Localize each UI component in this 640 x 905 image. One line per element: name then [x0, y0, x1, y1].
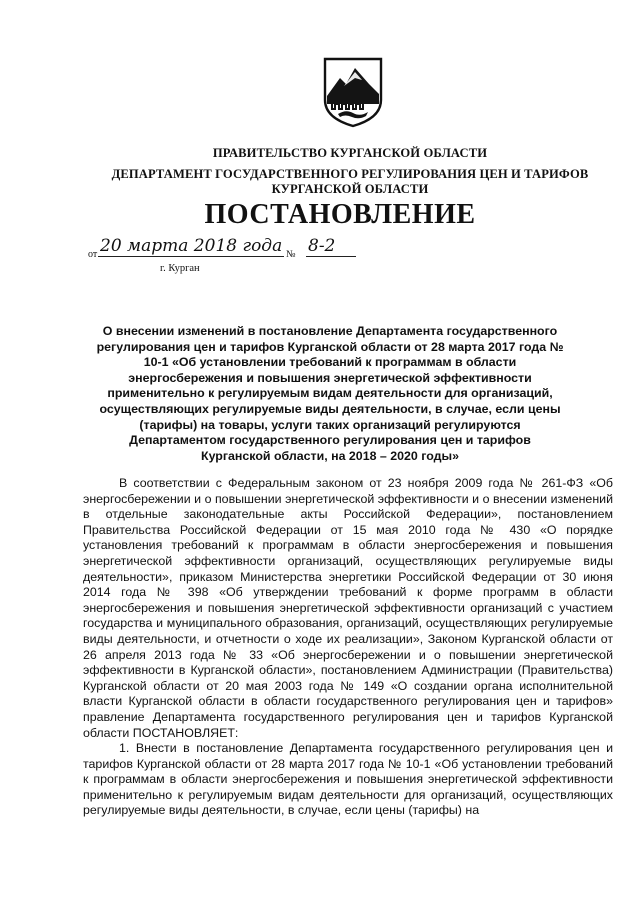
- body-paragraph-1: В соответствии с Федеральным законом от 23 ноября 2009 года № 261-ФЗ «Об энергосбережении и о повышении энергетической эффективности и о внесении изменений в отдельные законодательные акты Российской Федерации», постановлением Правительства Российской Федерации от 15 мая 2010 года № 430 «О порядке установления требований к программам в области энергосбережения и повышения энергетической эффективности организаций, осуществляющих регулируемые виды деятельности», приказом Министерства энергетики Российской Федерации от 30 июня 2014 года № 398 «Об утверждении требований к форме программ в области энергосбережения и повышения энергетической эффективности организаций с участием государства и муниципального образования, организаций, осуществляющих регулируемые виды деятельности, и отчетности о ходе их реализации», Законом Курганской области от 26 апреля 2013 года № 33 «Об энергосбережении и о повышении энергетической эффективности в Курганской области», постановлением Администрации (Правительства) Курганской области от 20 мая 2003 года № 149 «О создании органа исполнительной власти Курганской области в области государственного регулирования цен и тарифов» правление Департамента государственного регулирования цен и тарифов Курганской области ПОСТАНОВЛЯЕТ:: [83, 476, 613, 740]
- date-prefix: от: [88, 249, 98, 260]
- number-label: №: [286, 249, 296, 260]
- document-title: ПОСТАНОВЛЕНИЕ: [204, 199, 476, 230]
- number-underline: [306, 256, 356, 257]
- city-name: г. Курган: [160, 263, 200, 274]
- handwritten-number: 8-2: [308, 236, 336, 256]
- date-underline: [98, 256, 284, 257]
- department-name-line1: ДЕПАРТАМЕНТ ГОСУДАРСТВЕННОГО РЕГУЛИРОВАНИЯ ЦЕН И ТАРИФОВ: [111, 167, 589, 181]
- date-number-line: [88, 236, 368, 262]
- department-name-line2: КУРГАНСКОЙ ОБЛАСТИ: [271, 182, 429, 196]
- coat-of-arms-emblem: [322, 56, 384, 128]
- handwritten-date: 20 марта 2018 года: [100, 236, 283, 256]
- document-body: [83, 476, 613, 819]
- government-name: ПРАВИТЕЛЬСТВО КУРГАНСКОЙ ОБЛАСТИ: [212, 146, 488, 160]
- document-subject: О внесении изменений в постановление Департамента государственного регулирования цен и тарифов Курганской области от 28 марта 2017 года № 10-1 «Об установлении требований к программам в области энергосбережения и повышения энергетической эффективности применительно к регулируемым видам деятельности для организаций, осуществляющих регулируемые виды деятельности, в случае, если цены (тарифы) на товары, услуги таких организаций регулируются Департаментом государственного регулирования цен и тарифов Курганской области, на 2018 – 2020 годы»: [96, 324, 564, 463]
- body-paragraph-2: 1. Внести в постановление Департамента государственного регулирования цен и тарифов Курганской области от 28 марта 2017 года № 10-1 «Об установлении требований к программам в области энергосбережения и повышения энергетической эффективности применительно к регулируемым видам деятельности для организаций, осуществляющих регулируемые виды деятельности, в случае, если цены (тарифы) на: [83, 741, 613, 818]
